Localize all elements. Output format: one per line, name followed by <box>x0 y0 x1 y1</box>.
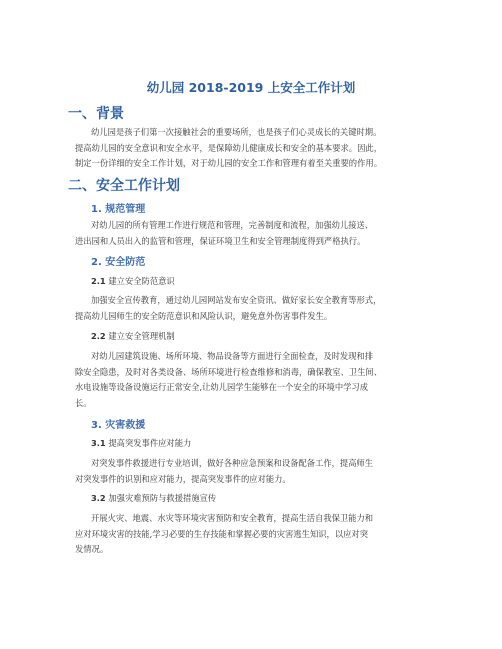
item-3-1-paragraph <box>75 456 443 487</box>
item-number: 2.1 <box>91 276 106 286</box>
paragraph-line: 加强安全宣传教育，通过幼儿园网站发布安全资讯、做好家长安全教育等形式， <box>91 295 382 305</box>
management-paragraph <box>75 218 443 249</box>
item-title: 加强灾难预防与救援措施宣传 <box>108 493 217 503</box>
paragraph-line: 水电设施等设备设施运行正常安全,让幼儿园学生能够在一个安全的环境中学习成 <box>75 382 369 392</box>
item-heading-2-2 <box>91 330 175 342</box>
subsection-heading-prevention: 2. 安全防范 <box>91 257 146 268</box>
subsection-heading-management: 1. 规范管理 <box>91 204 146 215</box>
item-number: 3.1 <box>91 438 106 448</box>
item-3-2-paragraph <box>75 511 443 558</box>
paragraph-line: 对突发事件救援进行专业培训，做好各种应急预案和设备配备工作，提高师生 <box>91 458 374 468</box>
item-title: 提高突发事件应对能力 <box>108 438 192 448</box>
document-title: 幼儿园 2018-2019 上安全工作计划 <box>146 80 356 95</box>
item-heading-3-2 <box>91 492 216 504</box>
paragraph-line: 除安全隐患，及时对各类设备、场所环境进行检查维修和消毒，确保教室、卫生间、 <box>75 366 382 377</box>
paragraph-line: 对幼儿园的所有管理工作进行规范和管理，完善制度和流程，加强幼儿接送、 <box>91 220 374 230</box>
paragraph-line: 提高幼儿园师生的安全防范意识和风险认识，避免意外伤害事件发生。 <box>75 310 333 321</box>
paragraph-line: 对突发事件的识别和应对能力，提高突发事件的应对能力。 <box>75 473 291 484</box>
paragraph-line: 制定一份详细的安全工作计划，对于幼儿园的安全工作和管理有着至关重要的作用。 <box>75 158 382 168</box>
background-paragraph <box>75 125 443 172</box>
paragraph-line: 应对环境灾害的技能,学习必要的生存技能和掌握必要的灾害逃生知识，以应对突 <box>75 528 369 539</box>
paragraph-line: 幼儿园是孩子们第一次接触社会的重要场所，也是孩子们心灵成长的关键时期。 <box>91 127 382 137</box>
item-title: 建立安全管理机制 <box>108 331 175 341</box>
section-heading-plan: 二、安全工作计划 <box>68 178 180 194</box>
paragraph-line: 对幼儿园建筑设施、场所环境、物品设备等方面进行全面检查，及时发现和排 <box>91 351 374 361</box>
item-2-1-paragraph <box>75 293 443 324</box>
item-heading-2-1 <box>91 275 175 287</box>
paragraph-line: 提高幼儿园的安全意识和安全水平，是保障幼儿健康成长和安全的基本要求。因此， <box>75 142 382 153</box>
paragraph-line: 长。 <box>75 397 92 408</box>
item-number: 3.2 <box>91 493 106 503</box>
item-2-2-paragraph <box>75 349 443 411</box>
paragraph-line: 进出园和人员出入的监管和管理，保证环境卫生和安全管理制度得到严格执行。 <box>75 235 366 246</box>
paragraph-line: 发情况。 <box>75 544 109 554</box>
item-title: 建立安全防范意识 <box>108 276 175 286</box>
item-heading-3-1 <box>91 437 191 449</box>
paragraph-line: 开展火灾、地震、水灾等环境灾害预防和安全教育，提高生活自我保卫能力和 <box>91 513 374 523</box>
section-heading-background: 一、背景 <box>68 106 124 122</box>
item-number: 2.2 <box>91 331 106 341</box>
subsection-heading-rescue: 3. 灾害救援 <box>91 420 146 431</box>
